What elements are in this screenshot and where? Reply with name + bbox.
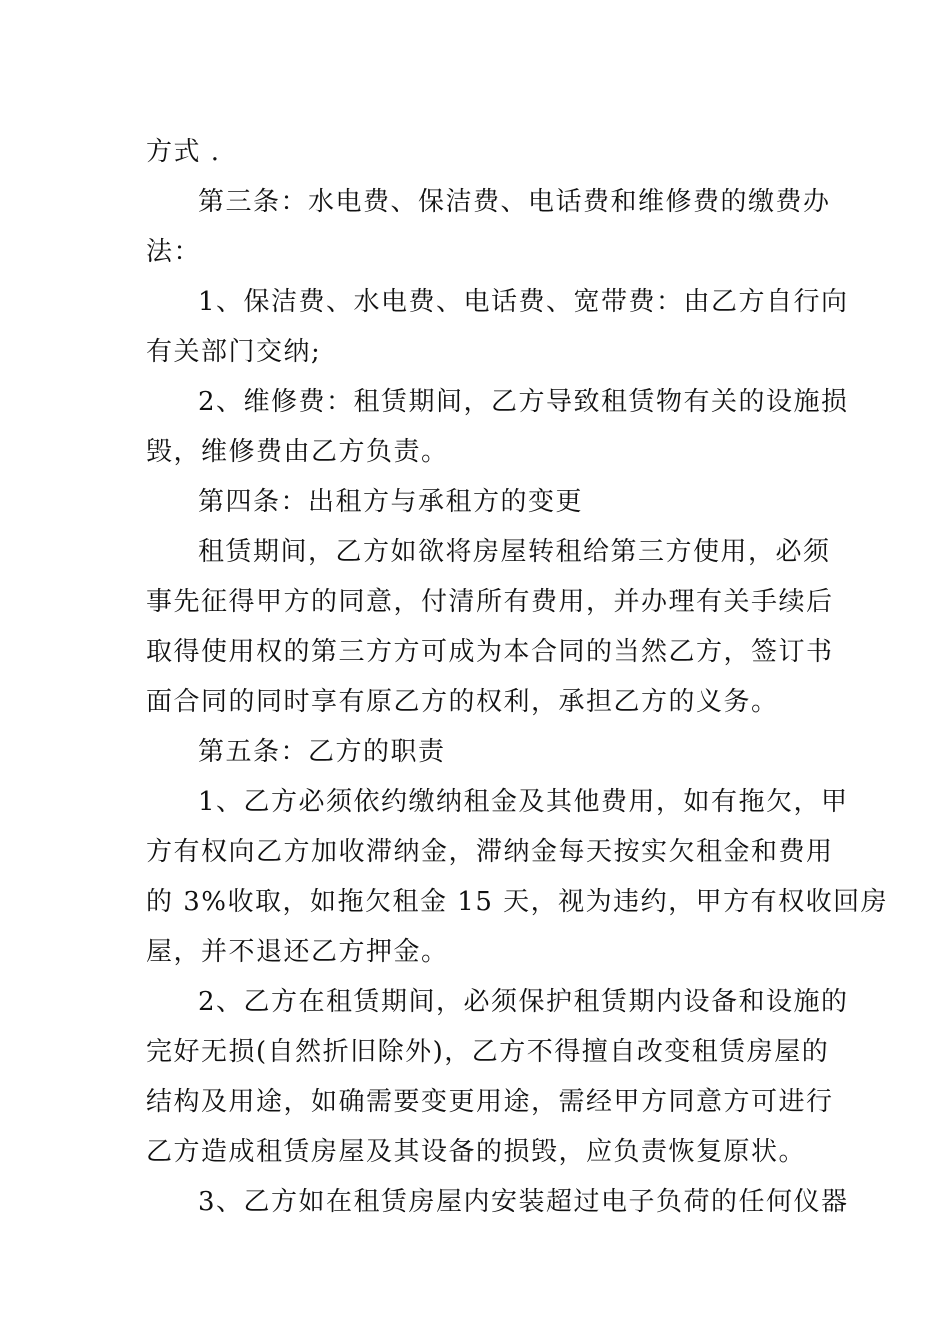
clause-item: 1、乙方必须依约缴纳租金及其他费用，如有拖欠，甲 — [198, 787, 849, 817]
text-line: 屋，并不退还乙方押金。 — [146, 937, 449, 967]
text-line: 完好无损(自然折旧除外)，乙方不得擅自改变租赁房屋的 — [146, 1037, 830, 1067]
clause-item: 1、保洁费、水电费、电话费、宽带费：由乙方自行向 — [198, 287, 849, 317]
clause-item: 2、维修费：租赁期间，乙方导致租赁物有关的设施损 — [198, 387, 849, 417]
text-line: 毁，维修费由乙方负责。 — [146, 437, 449, 467]
text-line: 事先征得甲方的同意，付清所有费用，并办理有关手续后 — [146, 587, 834, 617]
text-line: 方有权向乙方加收滞纳金，滞纳金每天按实欠租金和费用 — [146, 837, 834, 867]
clause-item: 2、乙方在租赁期间，必须保护租赁期内设备和设施的 — [198, 987, 849, 1017]
clause-item: 3、乙方如在租赁房屋内安装超过电子负荷的任何仪器 — [198, 1187, 849, 1217]
text-line: 面合同的同时享有原乙方的权利，承担乙方的义务。 — [146, 687, 779, 717]
text-line: 法： — [146, 237, 202, 267]
text-line: 有关部门交纳; — [146, 337, 322, 367]
paragraph-start: 租赁期间，乙方如欲将房屋转租给第三方使用，必须 — [198, 537, 831, 567]
text-line: 的 3%收取，如拖欠租金 15 天，视为违约，甲方有权收回房 — [146, 887, 889, 917]
text-line: 乙方造成租赁房屋及其设备的损毁，应负责恢复原状。 — [146, 1137, 807, 1167]
text-line: 方式 . — [146, 137, 221, 167]
article-four-heading: 第四条：出租方与承租方的变更 — [198, 487, 584, 517]
article-five-heading: 第五条：乙方的职责 — [198, 737, 446, 767]
text-line: 结构及用途，如确需要变更用途，需经甲方同意方可进行 — [146, 1087, 834, 1117]
article-three-heading: 第三条：水电费、保洁费、电话费和维修费的缴费办 — [198, 187, 831, 217]
text-line: 取得使用权的第三方方可成为本合同的当然乙方，签订书 — [146, 637, 834, 667]
